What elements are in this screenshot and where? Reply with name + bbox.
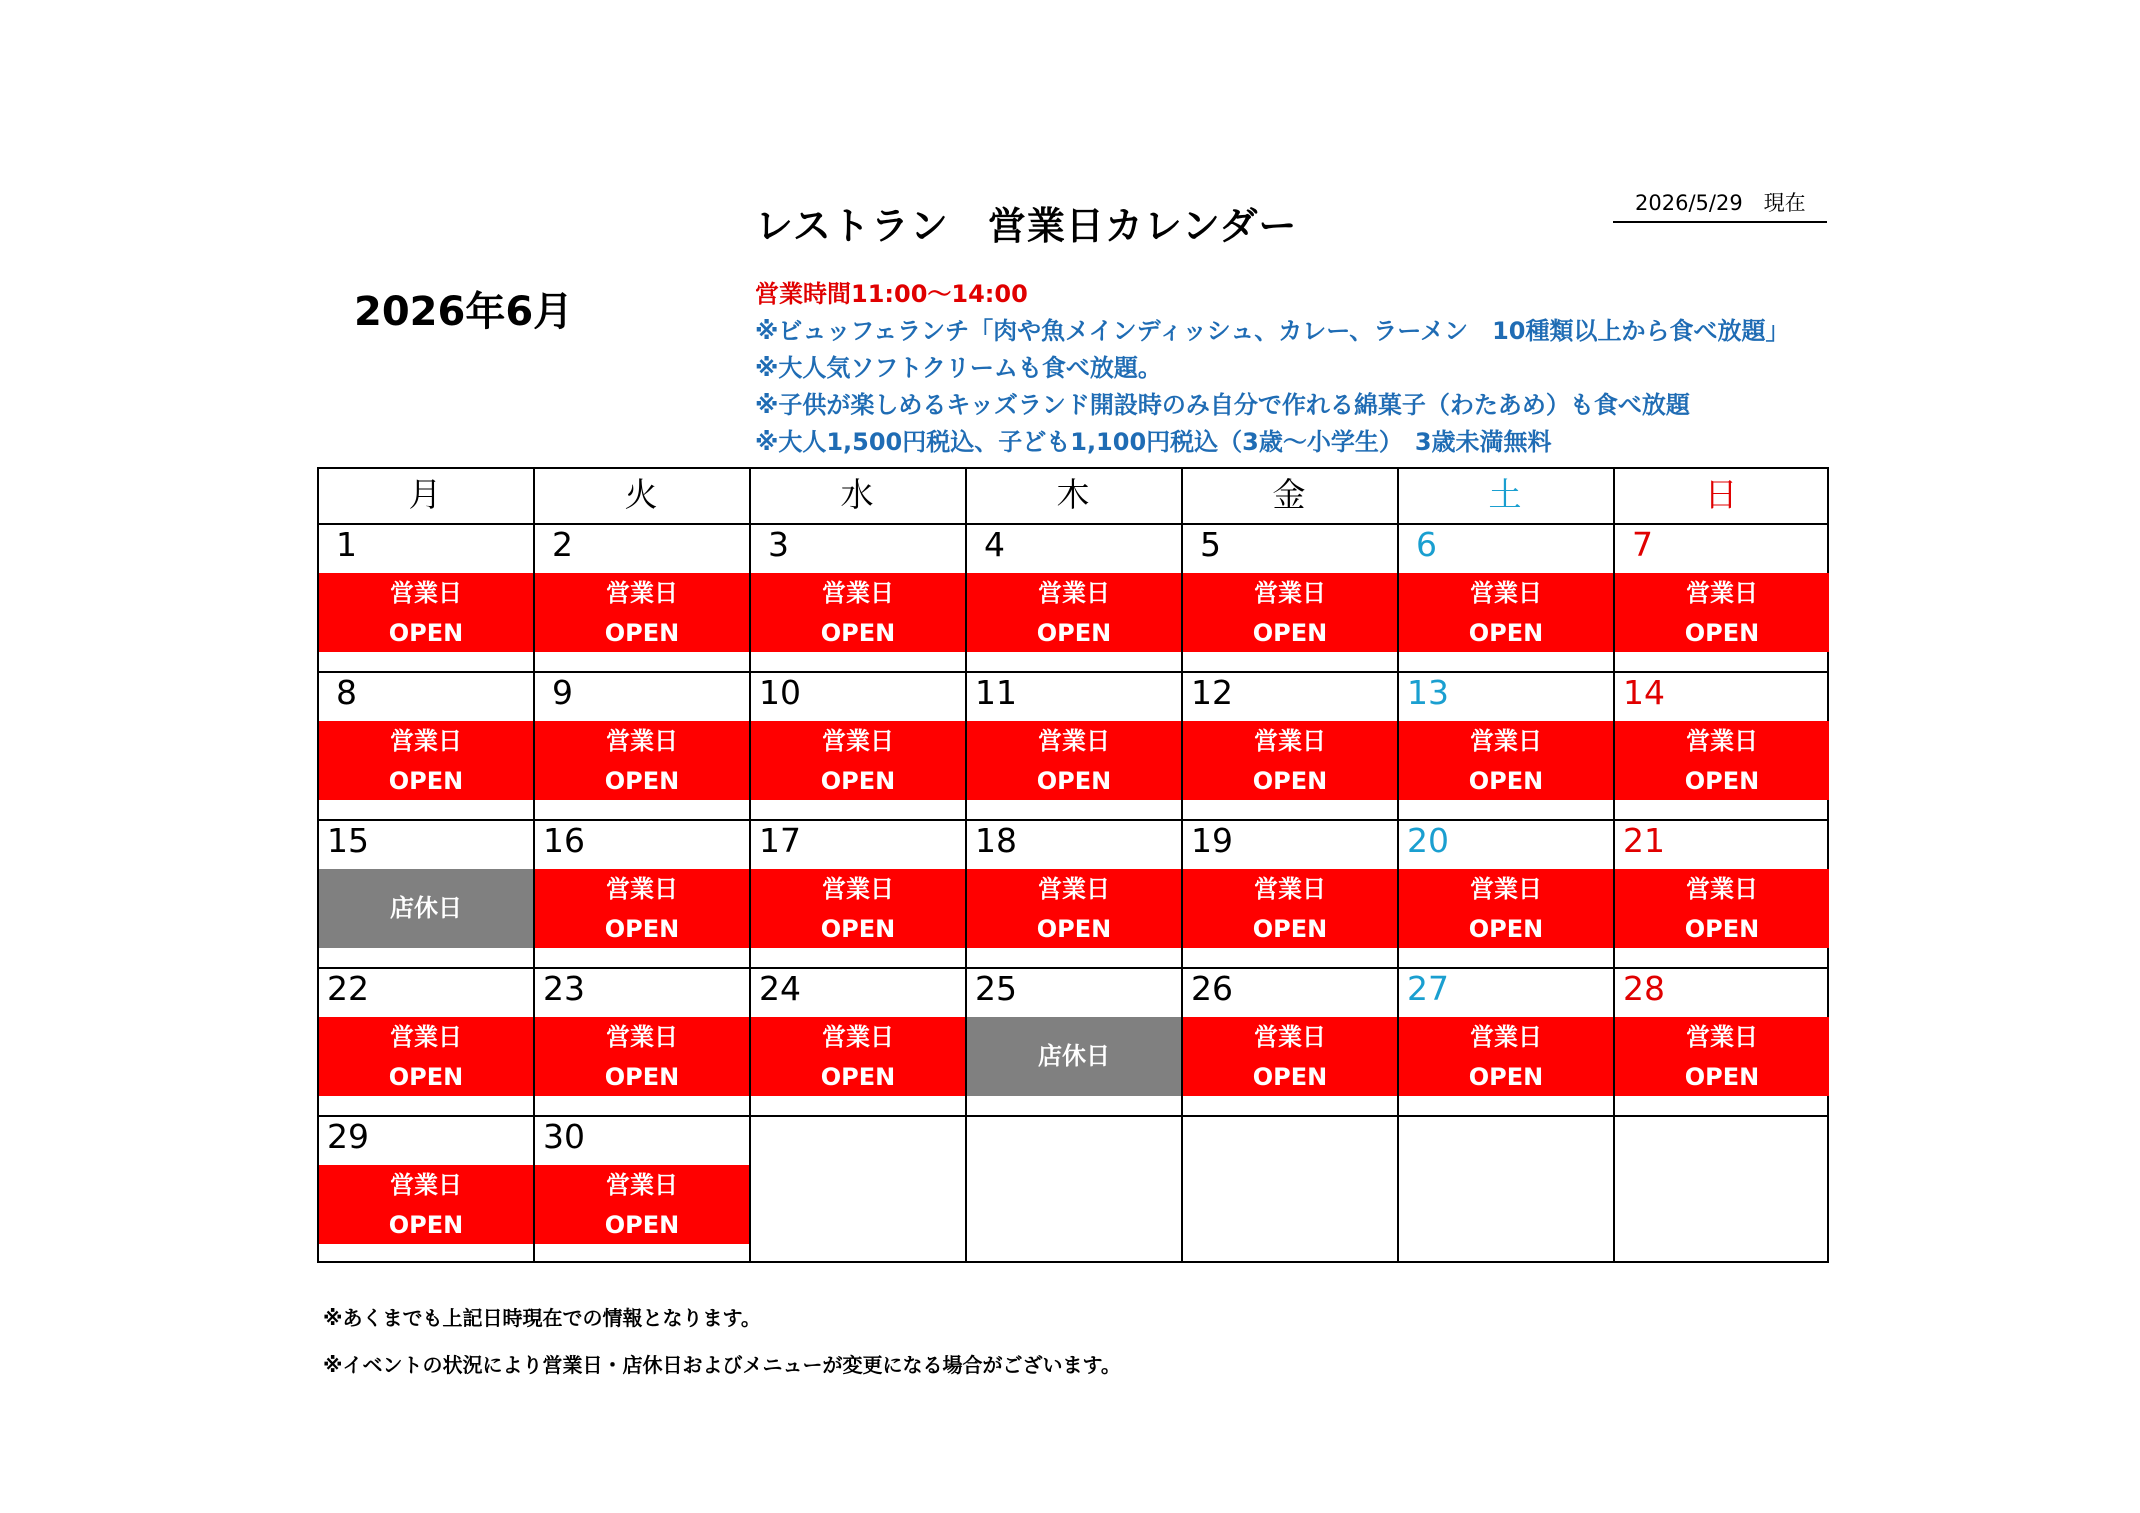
open-day-band [967,573,1181,652]
open-day-band [1183,721,1397,800]
as-of-text: 2026/5/29 現在 [1635,191,1806,215]
open-day-band [535,1017,749,1096]
open-day-band [1615,721,1829,800]
open-day-band [1615,869,1829,948]
open-label-en: OPEN [604,1211,680,1239]
day-number: 14 [1623,673,1665,712]
day-number: 3 [768,525,789,564]
weekday-header: 月 [408,475,442,514]
open-label-jp: 営業日 [390,1023,462,1051]
grid-line-horizontal [317,671,1829,673]
open-day-band [1399,721,1613,800]
open-label-en: OPEN [1684,1063,1760,1091]
open-day-band [967,869,1181,948]
note-line-4: ※大人1,500円税込、子ども1,100円税込（3歳～小学生） 3歳未満無料 [755,428,1552,456]
day-number: 13 [1407,673,1449,712]
open-day-band [751,1017,965,1096]
note-line-2: ※大人気ソフトクリームも食べ放題。 [755,354,1162,382]
open-label-jp: 営業日 [390,1171,462,1199]
closed-day-band [967,1017,1181,1096]
day-number: 26 [1191,969,1233,1008]
day-number: 18 [975,821,1017,860]
day-number: 7 [1632,525,1653,564]
open-label-jp: 営業日 [1470,727,1542,755]
open-day-band [751,573,965,652]
open-day-band [535,1165,749,1244]
day-number: 29 [327,1117,369,1156]
day-number: 23 [543,969,585,1008]
open-day-band [751,869,965,948]
open-label-en: OPEN [820,767,896,795]
open-label-jp: 営業日 [822,875,894,903]
open-day-band [967,721,1181,800]
open-label-en: OPEN [388,767,464,795]
open-day-band [751,721,965,800]
day-number: 16 [543,821,585,860]
open-label-jp: 営業日 [606,1171,678,1199]
open-label-jp: 営業日 [606,875,678,903]
open-label-jp: 営業日 [390,727,462,755]
day-number: 10 [759,673,801,712]
open-label-en: OPEN [604,767,680,795]
open-label-jp: 営業日 [1470,1023,1542,1051]
day-number: 2 [552,525,573,564]
as-of-date [1613,185,1827,223]
open-day-band [535,721,749,800]
calendar-grid [317,467,1829,1263]
open-label-jp: 営業日 [1038,727,1110,755]
footnote-1: ※あくまでも上記日時現在での情報となります。 [323,1306,761,1330]
open-day-band [1615,573,1829,652]
open-label-en: OPEN [604,1063,680,1091]
open-label-en: OPEN [604,619,680,647]
day-number: 30 [543,1117,585,1156]
open-label-en: OPEN [1468,619,1544,647]
day-number: 15 [327,821,369,860]
day-number: 20 [1407,821,1449,860]
day-number: 17 [759,821,801,860]
open-label-en: OPEN [1684,619,1760,647]
weekday-header: 火 [624,475,658,514]
day-number: 21 [1623,821,1665,860]
note-line-1: ※ビュッフェランチ「肉や魚メインディッシュ、カレー、ラーメン 10種類以上から食べ放題」 [755,317,1790,345]
open-label-en: OPEN [1252,915,1328,943]
grid-line-horizontal [317,1261,1829,1263]
open-label-en: OPEN [1252,1063,1328,1091]
note-line-3: ※子供が楽しめるキッズランド開設時のみ自分で作れる綿菓子（わたあめ）も食べ放題 [755,391,1690,419]
open-label-jp: 営業日 [822,1023,894,1051]
open-label-jp: 営業日 [822,727,894,755]
notes [755,276,1790,461]
open-label-jp: 営業日 [1470,875,1542,903]
open-day-band [319,721,533,800]
closed-label: 店休日 [1038,1042,1110,1070]
open-label-jp: 営業日 [606,1023,678,1051]
day-number: 22 [327,969,369,1008]
day-number: 27 [1407,969,1449,1008]
day-number: 19 [1191,821,1233,860]
open-day-band [1183,573,1397,652]
open-label-en: OPEN [604,915,680,943]
open-label-en: OPEN [1252,619,1328,647]
open-label-jp: 営業日 [1038,875,1110,903]
open-label-en: OPEN [388,1211,464,1239]
month-label: 2026年6月 [354,289,574,335]
open-label-en: OPEN [820,1063,896,1091]
open-label-jp: 営業日 [606,727,678,755]
open-label-jp: 営業日 [1038,579,1110,607]
closed-day-band [319,869,533,948]
open-label-jp: 営業日 [822,579,894,607]
day-number: 4 [984,525,1005,564]
grid-line-horizontal [317,523,1829,525]
open-label-jp: 営業日 [1686,579,1758,607]
closed-label: 店休日 [390,894,462,922]
weekday-header: 金 [1272,475,1306,514]
open-label-en: OPEN [388,1063,464,1091]
open-day-band [319,573,533,652]
day-number: 8 [336,673,357,712]
open-label-en: OPEN [1468,915,1544,943]
page-title: レストラン 営業日カレンダー [755,204,1298,248]
open-label-jp: 営業日 [390,579,462,607]
day-number: 28 [1623,969,1665,1008]
open-label-jp: 営業日 [606,579,678,607]
day-number: 6 [1416,525,1437,564]
open-label-jp: 営業日 [1254,579,1326,607]
day-number: 11 [975,673,1017,712]
open-day-band [535,573,749,652]
day-number: 9 [552,673,573,712]
open-label-en: OPEN [820,619,896,647]
weekday-header: 木 [1056,475,1090,514]
open-day-band [1183,869,1397,948]
open-label-jp: 営業日 [1686,1023,1758,1051]
open-label-en: OPEN [1036,767,1112,795]
open-label-en: OPEN [820,915,896,943]
day-number: 25 [975,969,1017,1008]
day-number: 24 [759,969,801,1008]
open-day-band [1399,573,1613,652]
footnote-2: ※イベントの状況により営業日・店休日およびメニューが変更になる場合がございます。 [323,1353,1121,1377]
open-label-en: OPEN [1468,1063,1544,1091]
weekday-header: 土 [1488,475,1522,514]
open-label-jp: 営業日 [1254,1023,1326,1051]
open-day-band [1183,1017,1397,1096]
open-label-jp: 営業日 [1254,875,1326,903]
open-label-en: OPEN [388,619,464,647]
open-day-band [1399,1017,1613,1096]
weekday-header: 日 [1704,475,1738,514]
open-label-en: OPEN [1036,619,1112,647]
open-day-band [319,1165,533,1244]
business-hours: 営業時間11:00～14:00 [755,280,1028,308]
open-label-en: OPEN [1468,767,1544,795]
open-day-band [535,869,749,948]
open-day-band [1399,869,1613,948]
day-number: 12 [1191,673,1233,712]
open-label-jp: 営業日 [1686,875,1758,903]
day-number: 5 [1200,525,1221,564]
open-day-band [319,1017,533,1096]
open-label-jp: 営業日 [1686,727,1758,755]
day-number: 1 [336,525,357,564]
open-label-en: OPEN [1684,767,1760,795]
open-label-en: OPEN [1036,915,1112,943]
weekday-header: 水 [840,475,874,514]
open-day-band [1615,1017,1829,1096]
open-label-en: OPEN [1684,915,1760,943]
open-label-jp: 営業日 [1470,579,1542,607]
open-label-en: OPEN [1252,767,1328,795]
open-label-jp: 営業日 [1254,727,1326,755]
